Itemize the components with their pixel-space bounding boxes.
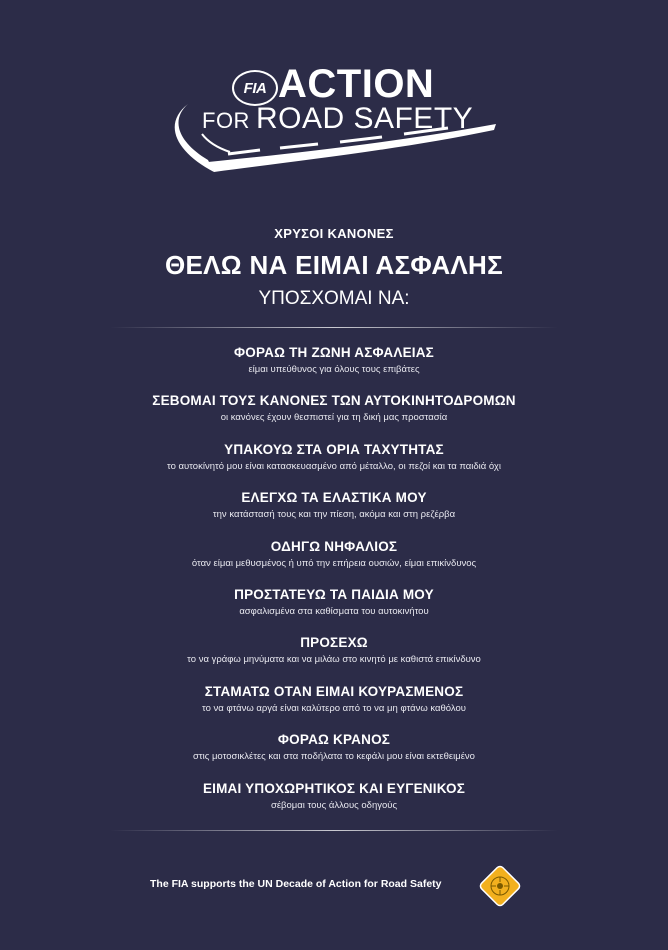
rule-title: ΕΙΜΑΙ ΥΠΟΧΩΡΗΤΙΚΟΣ ΚΑΙ ΕΥΓΕΝΙΚΟΣ xyxy=(202,780,466,796)
rule-title: ΦΟΡΑΩ ΚΡΑΝΟΣ xyxy=(277,732,391,748)
rule-description: στις μοτοσικλέτες και στα ποδήλατα το κεφάλι μου είναι εκτεθειμένο xyxy=(193,751,475,763)
rule-title: ΠΡΟΣΤΑΤΕΥΩ ΤΑ ΠΑΙΔΙΑ ΜΟΥ xyxy=(234,586,434,602)
list-item xyxy=(0,538,668,586)
logo-road-safety-text: ROAD SAFETY xyxy=(255,102,474,135)
rule-title: ΣΕΒΟΜΑΙ ΤΟΥΣ ΚΑΝΟΝΕΣ ΤΩΝ ΑΥΤΟΚΙΝΗΤΟΔΡΟΜΩΝ xyxy=(152,393,516,409)
fia-action-road-safety-logo xyxy=(168,62,500,180)
list-item xyxy=(0,489,668,537)
rule-description: την κατάστασή τους και την πίεση, ακόμα και στη ρεζέρβα xyxy=(212,509,456,521)
fia-badge: FIA xyxy=(232,70,278,106)
top-divider xyxy=(110,327,558,328)
rule-title: ΣΤΑΜΑΤΩ ΟΤΑΝ ΕΙΜΑΙ ΚΟΥΡΑΣΜΕΝΟΣ xyxy=(204,683,464,699)
rule-title: ΟΔΗΓΩ ΝΗΦΑΛΙΟΣ xyxy=(270,538,398,554)
rule-description: το να γράφω μηνύματα και να μιλάω στο κινητό με καθιστά επικίνδυνο xyxy=(187,654,481,666)
rules-list xyxy=(0,344,668,828)
rule-description: είμαι υπεύθυνος για όλους τους επιβάτες xyxy=(248,364,420,375)
rule-description: το αυτοκίνητό μου είναι κατασκευασμένο από μέταλλο, οι πεζοί και τα παιδιά όχι xyxy=(166,460,502,472)
subhead: ΥΠΟΣΧΟΜΑΙ ΝΑ: xyxy=(258,288,410,309)
list-item xyxy=(0,392,668,440)
footer-text: The FIA supports the UN Decade of Action for Road Safety xyxy=(150,878,442,890)
rule-title: ΦΟΡΑΩ ΤΗ ΖΩΝΗ ΑΣΦΑΛΕΙΑΣ xyxy=(233,345,434,360)
list-item xyxy=(0,731,668,779)
bottom-divider xyxy=(110,830,558,831)
rule-description: όταν είμαι μεθυσμένος ή υπό την επήρεια ουσιών, είμαι επικίνδυνος xyxy=(191,557,477,569)
rule-description: το να φτάνω αργά είναι καλύτερο από το να μη φτάνω καθόλου xyxy=(202,702,466,714)
rule-title: ΥΠΑΚΟΥΩ ΣΤΑ ΟΡΙΑ ΤΑΧΥΤΗΤΑΣ xyxy=(224,441,444,457)
rule-title: ΠΡΟΣΕΧΩ xyxy=(300,635,368,651)
rule-description: ασφαλισμένα στα καθίσματα του αυτοκινήτου xyxy=(239,605,429,617)
list-item xyxy=(0,586,668,634)
list-item xyxy=(0,441,668,489)
list-item xyxy=(0,634,668,682)
list-item xyxy=(0,780,668,828)
rule-description: σέβομαι τους άλλους οδηγούς xyxy=(270,799,398,811)
un-decade-road-safety-icon xyxy=(476,862,524,910)
page-title: ΘΕΛΩ ΝΑ ΕΙΜΑΙ ΑΣΦΑΛΗΣ xyxy=(164,250,504,280)
kicker: ΧΡΥΣΟΙ ΚΑΝΟΝΕΣ xyxy=(274,226,394,241)
logo-action-text: ACTION xyxy=(278,62,435,106)
list-item xyxy=(0,683,668,731)
list-item xyxy=(0,344,668,392)
rule-description: οι κανόνες έχουν θεσπιστεί για τη δική μας προστασία xyxy=(220,412,448,424)
logo-subtitle xyxy=(202,102,473,138)
logo-for-text: FOR xyxy=(202,108,250,133)
rule-title: ΕΛΕΓΧΩ ΤΑ ΕΛΑΣΤΙΚΑ ΜΟΥ xyxy=(241,490,427,506)
